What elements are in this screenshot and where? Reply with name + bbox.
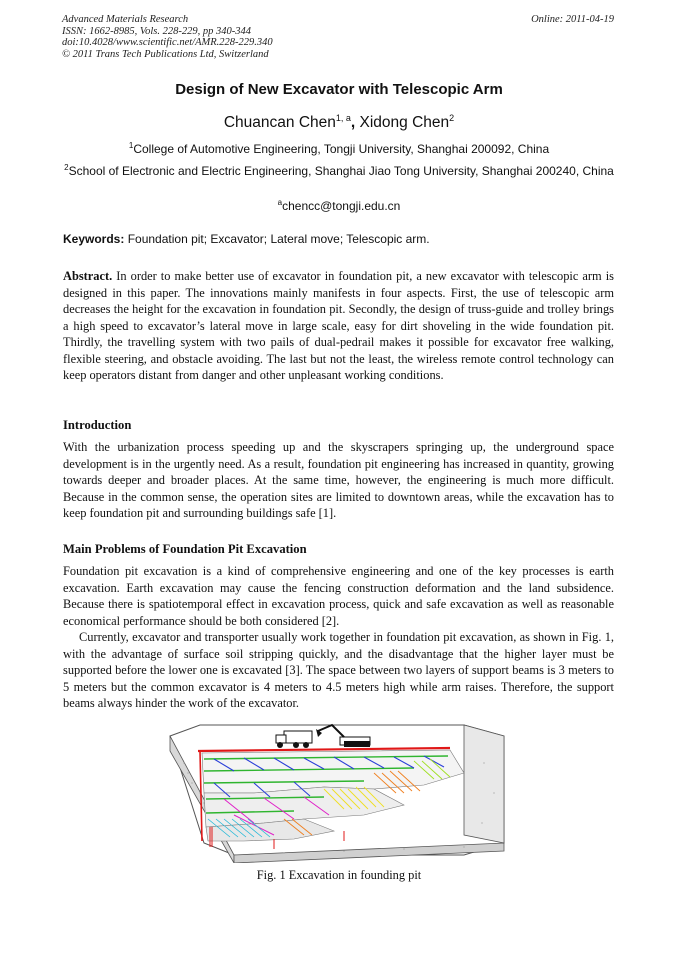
affiliation-2-text: School of Electronic and Electric Engineering, Shanghai Jiao Tong University, Shanghai 200240, China <box>68 164 614 178</box>
author-separator: , <box>350 114 360 132</box>
section-heading-main-problems: Main Problems of Foundation Pit Excavation <box>63 542 307 556</box>
main-problems-paragraph-1: Foundation pit excavation is a kind of comprehensive engineering and one of the key processes is earth excavation. Earth excavation may cause the fencing construction deformation and the land subsidence. Because there is spatiotemporal effect in excavation process, quick and safe excavation as well as reasonable economical performance should be both considered [2]. <box>63 564 614 628</box>
affiliation-2 <box>62 160 616 179</box>
affiliation-1-text: College of Automotive Engineering, Tongji University, Shanghai 200092, China <box>133 142 550 156</box>
abstract-text: In order to make better use of excavator in foundation pit, a new excavator with telescopic arm is designed in this paper. The innovations mainly manifests in four aspects. First, the use of telescopic arm decreases the height for the excavation in foundation pit. Secondly, the design of truss-guide and trolley brings a high speed to excavator’s lateral move in large scale, easy for dirt shoveling in the wide foundation pit. Thirdly, the travelling system with two pails of dual-pedrail makes it possible for excavator free walking, flexible steering, and obstacle avoiding. The last but not the least, the wireless remote control technology can keep operators distant from danger and other unpleasant working conditions. <box>63 269 614 382</box>
abstract <box>63 268 614 384</box>
main-problems-paragraph-2: Currently, excavator and transporter usually work together in foundation pit excavation, as shown in Fig. 1, with the advantage of surface soil stripping quickly, and the disadvantage that the higher layer must be supported before the lower one is excavated [3]. The space between two layers of support beams is 3 meters to 5 meters but the common excavator is 4 meters to 4.5 meters high while arm raises. Therefore, the support beams always hinder the work of the excavator. <box>63 630 614 710</box>
author-1: Chuancan Chen <box>223 114 336 132</box>
author-2: Xidong Chen <box>359 114 450 132</box>
online-date: Online: 2011-04-19 <box>531 14 614 25</box>
keywords-label: Keywords: <box>63 232 125 246</box>
author-line <box>0 113 678 132</box>
email-text[interactable]: chencc@tongji.edu.cn <box>282 199 401 213</box>
keywords-text: Foundation pit; Excavator; Lateral move; Telescopic arm. <box>127 232 430 246</box>
affiliation-1 <box>62 138 616 157</box>
author-1-affiliation-mark: 1, a <box>335 113 351 123</box>
journal-doi[interactable]: doi:10.4028/www.scientific.net/AMR.228-229.340 <box>62 37 273 48</box>
journal-issn: ISSN: 1662-8985, Vols. 228-229, pp 340-344 <box>62 25 251 37</box>
affiliation-1-mark: 1 <box>128 141 134 150</box>
author-2-affiliation-mark: 2 <box>449 113 455 123</box>
section-heading-introduction: Introduction <box>63 418 132 432</box>
journal-header <box>62 14 273 60</box>
journal-name: Advanced Materials Research <box>62 14 189 25</box>
abstract-label: Abstract. <box>63 269 113 283</box>
soil-block-right-face <box>464 725 504 843</box>
paper-title: Design of New Excavator with Telescopic Arm <box>175 81 503 98</box>
keywords <box>63 232 430 246</box>
figure-caption: Fig. 1 Excavation in founding pit <box>256 868 422 882</box>
figure-excavation-illustration <box>164 723 510 863</box>
introduction-paragraph: With the urbanization process speeding up and the skyscrapers springing up, the underground space development is in the urgently need. As a result, foundation pit engineering has increased in quantity, growing towards deeper and broader places. At the same time, however, the engineering is much more difficult. Because in the common sense, the operation sites are limited to downtown areas, while the excavation has to keep foundation pit and surrounding buildings safe [1]. <box>63 440 614 520</box>
affiliation-2-mark: 2 <box>64 163 69 172</box>
email-mark: a <box>277 198 283 207</box>
author-email <box>62 195 616 214</box>
journal-copyright: © 2011 Trans Tech Publications Ltd, Switzerland <box>62 48 269 60</box>
